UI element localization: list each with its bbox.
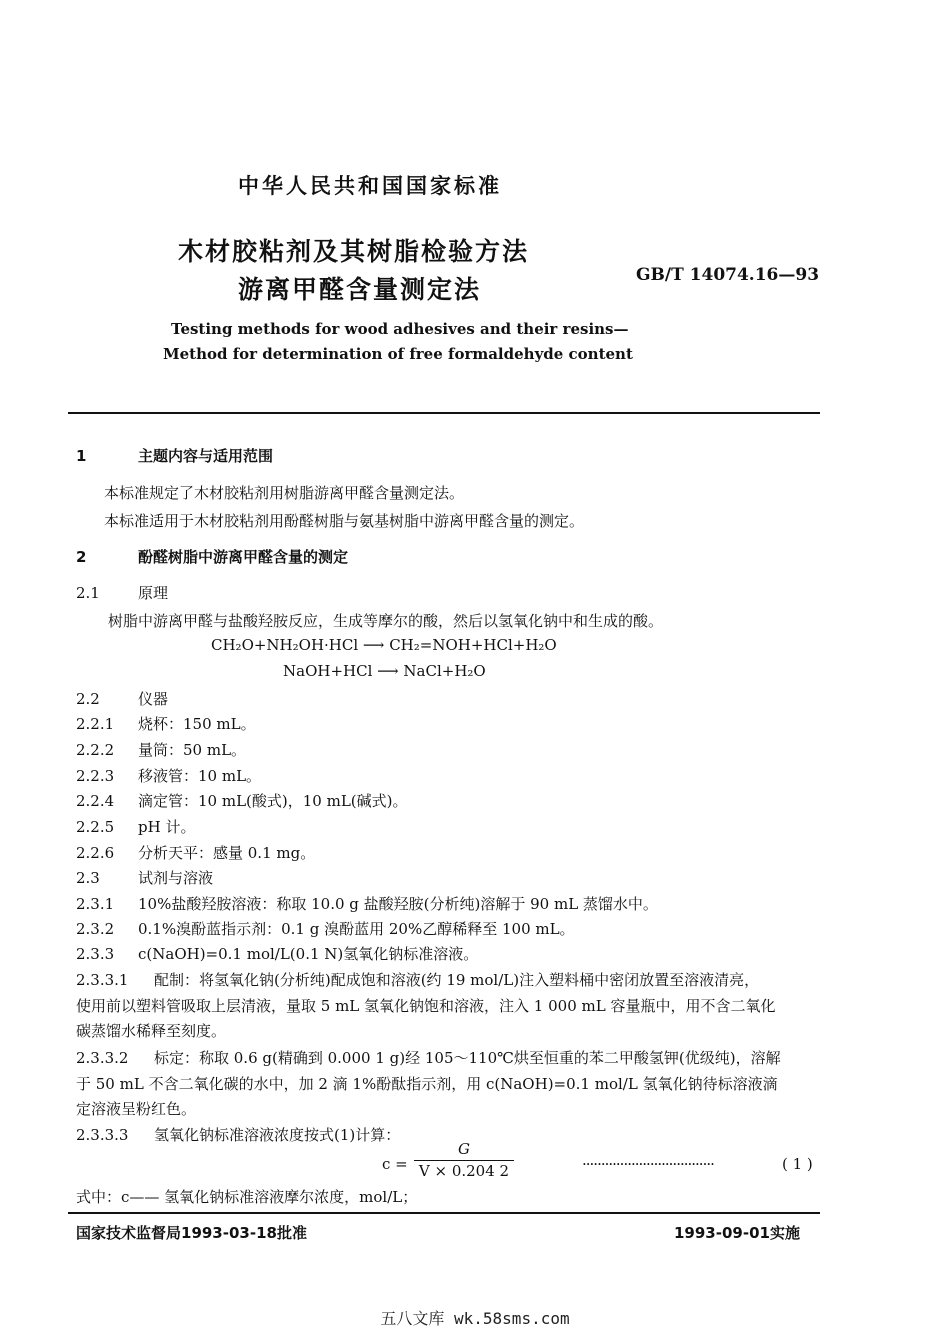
preparation-line-3: 碳蒸馏水稀释至刻度。 [76, 1022, 227, 1040]
section-2-2-heading: 2.2 仪器 [76, 690, 169, 708]
principle-text: 树脂中游离甲醛与盐酸羟胺反应，生成等摩尔的酸，然后以氢氧化钠中和生成的酸。 [108, 612, 664, 630]
formula-label: ( 1 ) [782, 1155, 813, 1173]
footer-divider [68, 1212, 820, 1214]
formula-leader-dots: ··································· [582, 1155, 714, 1173]
header-divider [68, 412, 820, 414]
equation-1: CH₂O+NH₂OH·HCl ⟶ CH₂=NOH+HCl+H₂O [211, 636, 557, 654]
formula-fraction-bar [414, 1160, 514, 1161]
section-1-para-2: 本标准适用于木材胶粘剂用酚醛树脂与氨基树脂中游离甲醛含量的测定。 [104, 512, 585, 530]
list-item: 2.2.5 pH 计。 [76, 818, 196, 836]
section-1-para-1: 本标准规定了木材胶粘剂用树脂游离甲醛含量测定法。 [104, 484, 465, 502]
formula-lhs: c = [382, 1155, 408, 1173]
calculation-heading: 2.3.3.3 氢氧化钠标准溶液浓度按式(1)计算： [76, 1126, 401, 1144]
equation-2: NaOH+HCl ⟶ NaCl+H₂O [283, 662, 486, 680]
section-1-heading: 1 主题内容与适用范围 [76, 447, 274, 465]
calibration-line-2: 于 50 mL 不含二氧化碳的水中，加 2 滴 1%酚酞指示剂，用 c(NaOH)=0.1 mol/L 氢氧化钠待标溶液滴 [76, 1075, 778, 1093]
list-item: 2.2.6 分析天平：感量 0.1 mg。 [76, 844, 316, 862]
standard-code: GB/T 14074.16—93 [636, 265, 820, 285]
title-cn-line2: 游离甲醛含量测定法 [238, 275, 482, 304]
title-en-line1: Testing methods for wood adhesives and their resins— [171, 320, 629, 338]
list-item: 2.2.2 量筒：50 mL。 [76, 741, 247, 759]
calibration-line-3: 定溶液呈粉红色。 [76, 1100, 197, 1118]
implementation-date: 1993-09-01实施 [674, 1224, 800, 1242]
section-2-1-heading: 2.1 原理 [76, 584, 169, 602]
variable-definition: 式中：c—— 氢氧化钠标准溶液摩尔浓度，mol/L； [76, 1188, 418, 1206]
national-standard-heading: 中华人民共和国国家标准 [238, 174, 502, 198]
list-item: 2.2.4 滴定管：10 mL(酸式)，10 mL(碱式)。 [76, 792, 408, 810]
list-item: 2.2.3 移液管：10 mL。 [76, 767, 262, 785]
list-item: 2.3.3 c(NaOH)=0.1 mol/L(0.1 N)氢氧化钠标准溶液。 [76, 945, 479, 963]
title-cn-line1: 木材胶粘剂及其树脂检验方法 [178, 237, 530, 266]
formula-numerator: G [458, 1140, 470, 1158]
section-2-3-heading: 2.3 试剂与溶液 [76, 869, 214, 887]
watermark: 五八文库 wk.58sms.com [380, 1309, 570, 1328]
list-item: 2.3.1 10%盐酸羟胺溶液：称取 10.0 g 盐酸羟胺(分析纯)溶解于 90 mL 蒸馏水中。 [76, 895, 658, 913]
approval-line: 国家技术监督局1993-03-18批准 [76, 1224, 307, 1242]
list-item: 2.3.2 0.1%溴酚蓝指示剂：0.1 g 溴酚蓝用 20%乙醇稀释至 100 mL。 [76, 920, 575, 938]
title-en-line2: Method for determination of free formaldehyde content [163, 345, 633, 363]
preparation-line-2: 使用前以塑料管吸取上层清液，量取 5 mL 氢氧化钠饱和溶液，注入 1 000 mL 容量瓶中，用不含二氧化 [76, 997, 776, 1015]
list-item: 2.2.1 烧杯：150 mL。 [76, 715, 256, 733]
formula-denominator: V × 0.204 2 [418, 1162, 510, 1180]
section-2-heading: 2 酚醛树脂中游离甲醛含量的测定 [76, 548, 349, 566]
preparation-line-1: 2.3.3.1 配制：将氢氧化钠(分析纯)配成饱和溶液(约 19 mol/L)注入塑料桶中密闭放置至溶液清亮， [76, 971, 760, 989]
calibration-line-1: 2.3.3.2 标定：称取 0.6 g(精确到 0.000 1 g)经 105～110℃烘至恒重的苯二甲酸氢钾(优级纯)，溶解 [76, 1049, 781, 1067]
